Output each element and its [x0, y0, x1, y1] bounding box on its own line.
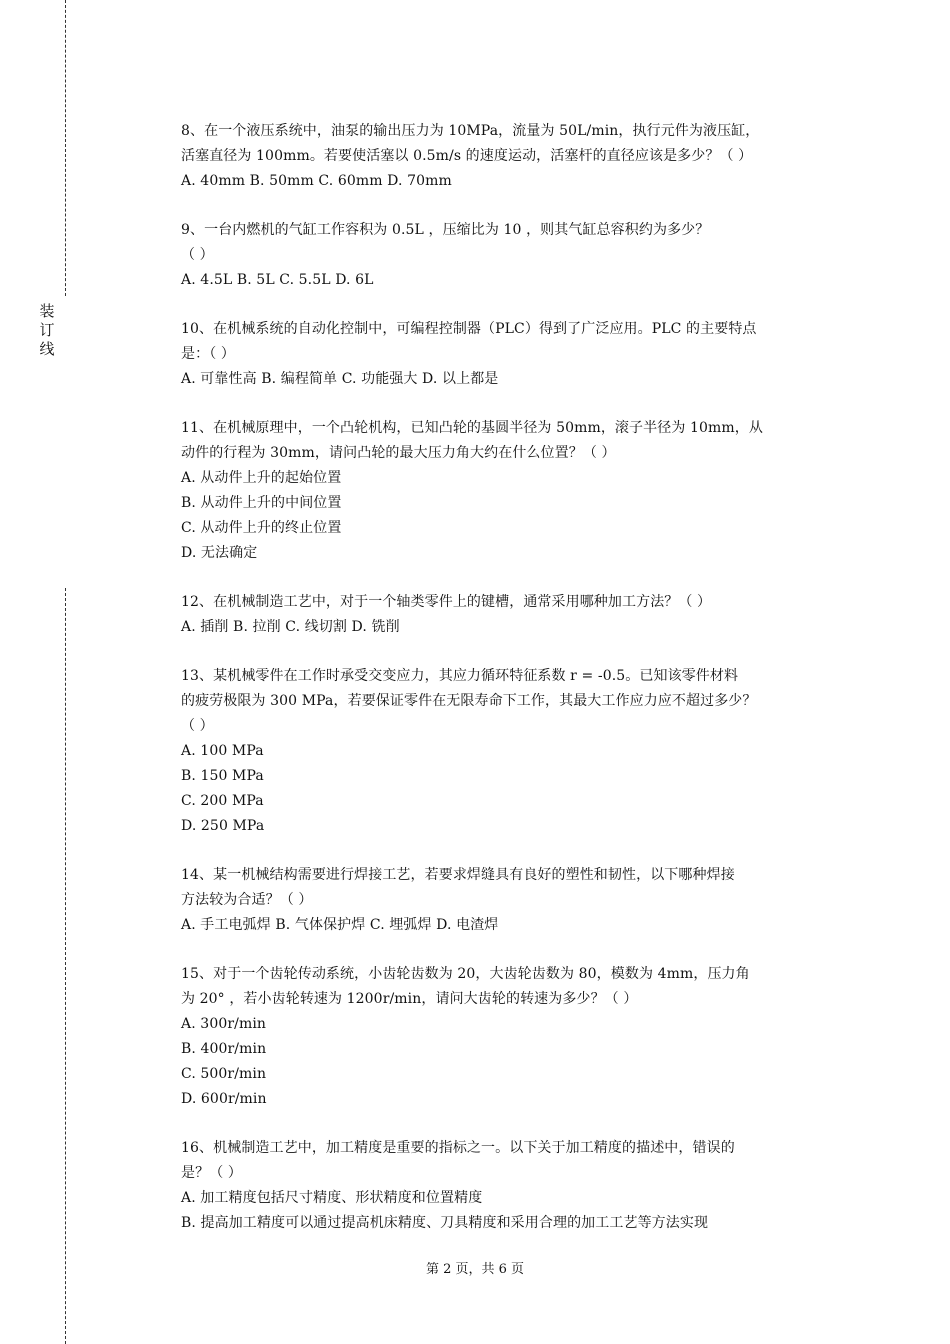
page-footer: 第 2 页，共 6 页	[425, 1262, 525, 1277]
question-text: 11、在机械原理中，一个凸轮机构，已知凸轮的基圆半径为 50mm，滚子半径为 10mm，从	[181, 420, 763, 436]
question-line: D. 250 MPa	[181, 818, 265, 834]
question-line: A. 300r/min	[181, 1016, 267, 1032]
question-line: 是：（ ）	[181, 346, 235, 362]
question-text: 12、在机械制造工艺中，对于一个轴类零件上的键槽，通常采用哪种加工方法？（ ）	[181, 594, 712, 610]
question-line: B. 400r/min	[181, 1041, 267, 1057]
question-line: D. 无法确定	[181, 545, 258, 561]
question-list	[181, 119, 849, 1260]
question-line: 动件的行程为 30mm，请问凸轮的最大压力角大约在什么位置？（ ）	[181, 445, 616, 461]
question-block	[181, 119, 849, 194]
question-line: A. 加工精度包括尺寸精度、形状精度和位置精度	[181, 1190, 483, 1206]
question-line: D. 600r/min	[181, 1091, 267, 1107]
question-line: 活塞直径为 100mm。若要使活塞以 0.5m/s 的速度运动，活塞杆的直径应该是多少？（ ）	[181, 148, 753, 164]
question-block	[181, 962, 849, 1112]
question-text: 14、某一机械结构需要进行焊接工艺，若要求焊缝具有良好的塑性和韧性，以下哪种焊接	[181, 867, 735, 883]
binding-label	[36, 302, 58, 359]
question-text: 10、在机械系统的自动化控制中，可编程控制器（PLC）得到了广泛应用。PLC 的主要特点	[181, 321, 757, 337]
question-line: C. 500r/min	[181, 1066, 267, 1082]
question-line: 是？（ ）	[181, 1165, 242, 1181]
question-text: 8、在一个液压系统中，油泵的输出压力为 10MPa，流量为 50L/min，执行元件为液压缸，	[181, 123, 760, 139]
question-line: （ ）	[181, 247, 214, 263]
question-block	[181, 416, 849, 566]
question-line: B. 提高加工精度可以通过提高机床精度、刀具精度和采用合理的加工工艺等方法实现	[181, 1215, 709, 1231]
question-line: （ ）	[181, 718, 214, 734]
question-line: A. 从动件上升的起始位置	[181, 470, 342, 486]
question-text: 16、机械制造工艺中，加工精度是重要的指标之一。以下关于加工精度的描述中，错误的	[181, 1140, 735, 1156]
question-line: C. 从动件上升的终止位置	[181, 520, 342, 536]
question-line: B. 从动件上升的中间位置	[181, 495, 342, 511]
question-line: 为 20° ，若小齿轮转速为 1200r/min，请问大齿轮的转速为多少？（ ）	[181, 991, 638, 1007]
question-line: A. 4.5L B. 5L C. 5.5L D. 6L	[181, 272, 374, 288]
binding-char: 订	[39, 321, 55, 339]
question-block	[181, 1136, 849, 1236]
question-line: A. 40mm B. 50mm C. 60mm D. 70mm	[181, 173, 452, 189]
binding-dashed-line-bottom	[65, 588, 66, 1344]
binding-char: 线	[39, 340, 55, 358]
question-block	[181, 863, 849, 938]
question-block	[181, 590, 849, 640]
binding-dashed-line-top	[65, 0, 66, 296]
question-line: B. 150 MPa	[181, 768, 264, 784]
question-line: A. 手工电弧焊 B. 气体保护焊 C. 埋弧焊 D. 电渣焊	[181, 917, 499, 933]
question-block	[181, 317, 849, 392]
question-line: A. 可靠性高 B. 编程简单 C. 功能强大 D. 以上都是	[181, 371, 499, 387]
question-text: 9、一台内燃机的气缸工作容积为 0.5L ，压缩比为 10 ，则其气缸总容积约为多少？	[181, 222, 710, 238]
question-text: 13、某机械零件在工作时承受交变应力，其应力循环特征系数 r = -0.5。已知该零件材料	[181, 668, 739, 684]
question-line: 方法较为合适？（ ）	[181, 892, 313, 908]
question-line: A. 插削 B. 拉削 C. 线切割 D. 铣削	[181, 619, 400, 635]
question-line: 的疲劳极限为 300 MPa，若要保证零件在无限寿命下工作，其最大工作应力应不超过多少？	[181, 693, 757, 709]
binding-char: 装	[39, 302, 55, 320]
question-line: C. 200 MPa	[181, 793, 264, 809]
question-line: A. 100 MPa	[181, 743, 264, 759]
question-block	[181, 218, 849, 293]
question-text: 15、对于一个齿轮传动系统，小齿轮齿数为 20，大齿轮齿数为 80，模数为 4mm，压力角	[181, 966, 750, 982]
question-block	[181, 664, 849, 839]
